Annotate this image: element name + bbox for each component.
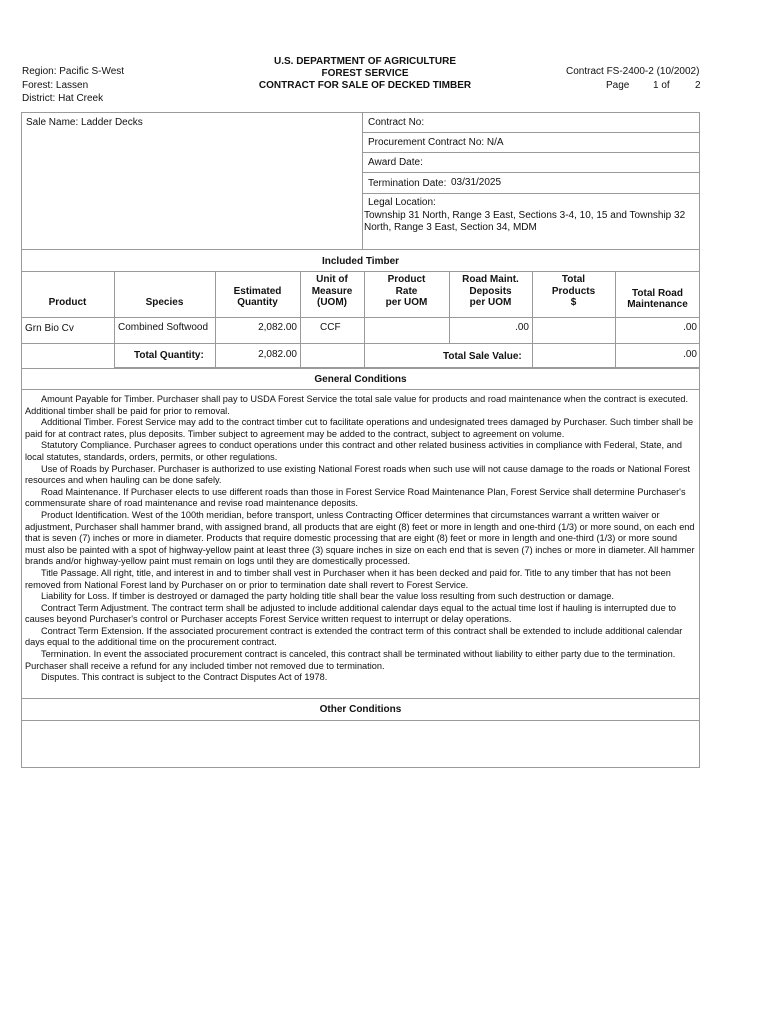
col-header-quantity-1: Estimated — [233, 286, 282, 297]
gc-disputes: Disputes. This contract is subject to the Contract Disputes Act of 1978. — [41, 672, 328, 683]
district-label: District: Hat Creek — [22, 93, 104, 104]
row-species: Combined Softwood — [118, 322, 209, 333]
col-header-uom-3: (UOM) — [317, 297, 347, 308]
legal-location-label: Legal Location: — [368, 197, 436, 208]
termination-date-value: 03/31/2025 — [451, 177, 502, 188]
col-header-rate-3: per UOM — [385, 297, 428, 308]
col-header-road-3: per UOM — [469, 297, 512, 308]
total-sale-value: .00 — [683, 349, 697, 360]
forest-label: Forest: Lassen — [22, 80, 89, 91]
gc-term-extension: Contract Term Extension. If the associated procurement contract is extended the contract term of this contract shall be extended to include additional calendar days equal to the additional time on the procurement contract. — [25, 625, 683, 648]
col-header-road-2: Deposits — [469, 286, 512, 297]
contract-number: Contract No: — [368, 117, 425, 128]
row-quantity: 2,082.00 — [258, 322, 297, 333]
procurement-contract: Procurement Contract No: N/A — [368, 137, 504, 148]
total-quantity-label: Total Quantity: — [134, 350, 204, 361]
gc-road-maintenance: Road Maintenance. If Purchaser elects to use different roads than those in Forest Service Road Maintenance Plan, Forest Service shall determine Purchaser's commensurate share of road maintenance and revise road maintenance deposits. — [25, 486, 686, 509]
total-sale-value-label: Total Sale Value: — [443, 351, 522, 362]
page-total: 2 — [695, 80, 701, 91]
frame-bottom — [21, 767, 700, 768]
col-header-total-products-1: Total — [561, 274, 586, 285]
legal-location-line1: Township 31 North, Range 3 East, Sections 3-4, 10, 15 and Township 32 — [364, 210, 686, 221]
col-header-product: Product — [48, 297, 87, 308]
award-date: Award Date: — [368, 157, 423, 168]
frame-left — [21, 112, 22, 768]
legal-location-line2: North, Range 3 East, Section 34, MDM — [364, 222, 537, 233]
gc-use-of-roads: Use of Roads by Purchaser. Purchaser is authorized to use existing National Forest roads when such use will not cause damage to the roads or National Forest resources and when hauling can be done safely. — [25, 463, 691, 486]
row-total-road: .00 — [683, 322, 697, 333]
row-road-deposit: .00 — [515, 322, 529, 333]
col-header-species: Species — [145, 297, 184, 308]
included-timber-title: Included Timber — [321, 256, 400, 267]
col-header-quantity-2: Quantity — [237, 297, 278, 308]
gc-statutory-compliance: Statutory Compliance. Purchaser agrees to conduct operations under this contract and other related business activities in compliance with Federal, State, and local statutes, standards, orders, permits, or other regulations. — [25, 440, 682, 462]
gc-title-passage: Title Passage. All right, title, and interest in and to timber shall vest in Purchaser when it has been decked and paid for. Title to any timber that has not been removed from National Forest land by Purchaser on or prior to termination date shall revert to Forest Service. — [25, 567, 671, 590]
gc-product-identification: Product Identification. West of the 100th meridian, before transport, unless Contracting Officer determines that circumstances warrant a written waiver or adjustment, Purchaser shall hammer brand, with assigned brand, all products that are eight (8) feet or more in length and one-third (1/3) or more sound, on each end that is seven (7) inches or more in diameter. Products that require domestic processing that are eight (8) feet or more in length and one-third (1/3) or more sound must also be painted with a spot of highway-yellow paint at least three (3) square inches in size on each end that is seven (7) inches or more in diameter. All hammer brands and/or highway-yellow paint must remain on logs until they are domestically processed. — [25, 509, 695, 567]
gc-liability-for-loss: Liability for Loss. If timber is destroyed or damaged the party holding title shall bear the value loss resulting from such destruction or damage. — [41, 591, 614, 602]
department-title: U.S. DEPARTMENT OF AGRICULTURE — [273, 56, 457, 67]
col-header-total-road-1: Total Road — [632, 288, 683, 299]
termination-date-label: Termination Date: — [368, 178, 447, 189]
row-uom: CCF — [320, 322, 341, 333]
frame-right — [699, 112, 700, 768]
gc-termination: Termination. In event the associated procurement contract is canceled, this contract shall be terminated without liability to either party due to the termination. Purchaser shall receive a refund for any included timber not removed due to termination. — [25, 649, 676, 671]
region-label: Region: Pacific S-West — [22, 66, 125, 77]
service-title: FOREST SERVICE — [321, 68, 409, 79]
page-number: 1 of — [653, 80, 670, 91]
form-number: Contract FS-2400-2 (10/2002) — [566, 66, 700, 77]
col-header-rate-1: Product — [387, 274, 426, 285]
col-header-rate-2: Rate — [395, 286, 418, 297]
col-header-total-road-2: Maintenance — [627, 299, 688, 310]
total-quantity-value: 2,082.00 — [258, 349, 297, 360]
col-header-uom-1: Unit of — [316, 274, 348, 285]
general-conditions-body — [25, 394, 698, 684]
frame-top — [21, 112, 700, 113]
sale-name: Sale Name: Ladder Decks — [26, 117, 143, 128]
col-header-uom-2: Measure — [311, 286, 353, 297]
general-conditions-title: General Conditions — [314, 374, 407, 385]
col-header-total-products-2: Products — [551, 286, 596, 297]
gc-amount-payable: Amount Payable for Timber. Purchaser shall pay to USDA Forest Service the total sale value for products and road maintenance when the contract is executed. Additional timber shall be paid for prior to removal. — [25, 394, 689, 416]
col-header-road-1: Road Maint. — [462, 274, 519, 285]
col-header-total-products-3: $ — [570, 297, 577, 308]
gc-additional-timber: Additional Timber. Forest Service may add to the contract timber cut to facilitate operations and undesignated trees damaged by Purchaser. Such timber shall be paid for at contract rates, plus deposits. Timber subject to agreement may be added to the contract, subject to agreement on volume. — [25, 417, 694, 439]
gc-term-adjustment: Contract Term Adjustment. The contract term shall be adjusted to include additional calendar days equal to the actual time lost if hauling is interrupted due to causes beyond Purchaser's control or Purchaser accepts Forest Service written request to interrupt or delay operations. — [25, 602, 676, 625]
other-conditions-title: Other Conditions — [319, 704, 402, 715]
row-product: Grn Bio Cv — [25, 323, 74, 334]
document-title: CONTRACT FOR SALE OF DECKED TIMBER — [258, 80, 472, 91]
page-label: Page — [606, 80, 630, 91]
